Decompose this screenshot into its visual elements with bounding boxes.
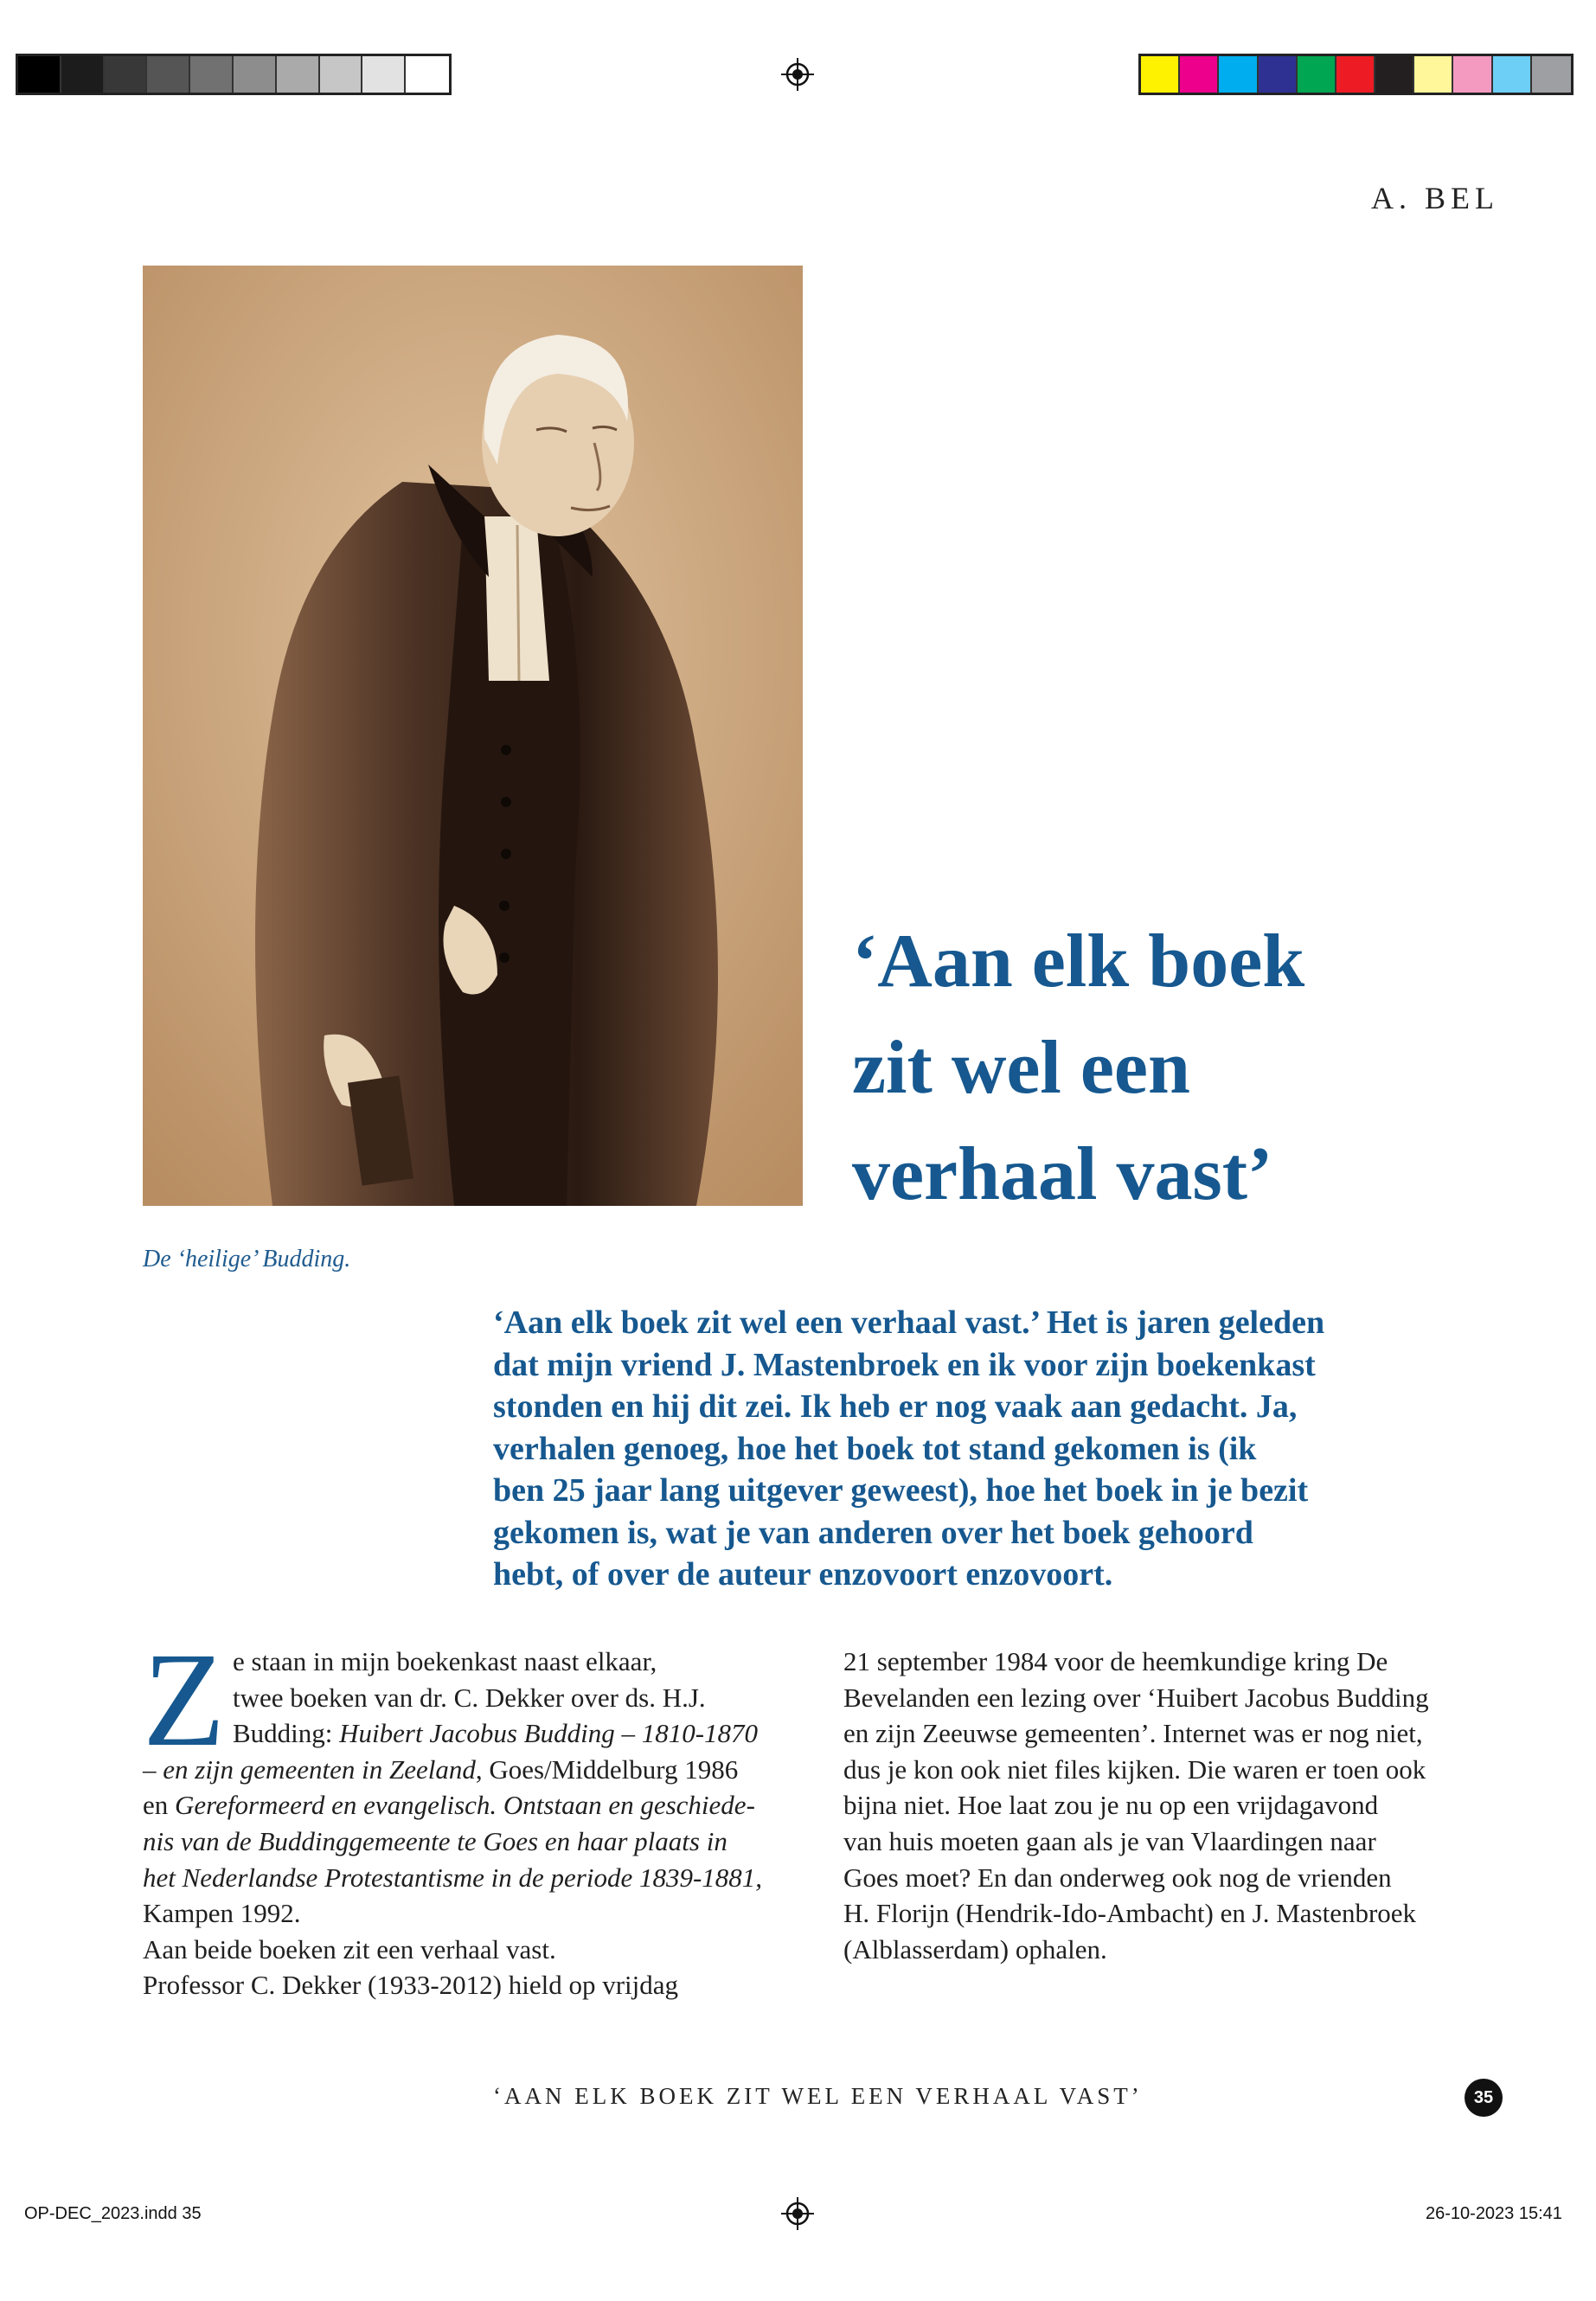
gray-swatch (190, 56, 234, 93)
body-line (143, 1752, 800, 1788)
gray-swatch (277, 56, 320, 93)
body-line: van huis moeten gaan als je van Vlaardingen naar (843, 1825, 1376, 1856)
portrait-photo (143, 266, 803, 1206)
color-swatch (1298, 56, 1336, 93)
lead-line: dat mijn vriend J. Mastenbroek en ik voor zijn boekenkast (493, 1346, 1316, 1383)
body-line: e staan in mijn boekenkast naast elkaar, (233, 1646, 657, 1676)
color-calibration-bar (1138, 54, 1574, 95)
lead-line: ‘Aan elk boek zit wel een verhaal vast.’ Het is jaren geleden (493, 1304, 1325, 1341)
color-swatch (1180, 56, 1219, 93)
gray-swatch (105, 56, 148, 93)
lead-line: gekomen is, wat je van anderen over het boek gehoord (493, 1514, 1253, 1551)
registration-mark-top (781, 58, 814, 91)
grayscale-calibration-bar (16, 54, 452, 95)
gray-swatch (18, 56, 61, 93)
article-title (852, 908, 1544, 1227)
body-line: Kampen 1992. (143, 1898, 301, 1929)
body-text: Budding: (233, 1718, 340, 1749)
body-line: dus je kon ook niet files kijken. Die waren er toen ook (843, 1753, 1426, 1785)
body-line: bijna niet. Hoe laat zou je nu op een vrijdagavond (843, 1790, 1379, 1821)
color-swatch (1141, 56, 1180, 93)
gray-swatch (61, 56, 105, 93)
color-swatch (1259, 56, 1298, 93)
body-text: , Goes/Middelburg 1986 (475, 1753, 739, 1785)
gray-swatch (320, 56, 363, 93)
body-line: twee boeken van dr. C. Dekker over ds. H.J. (233, 1682, 706, 1713)
book-title-1: Huibert Jacobus Budding – 1810-1870 (339, 1718, 759, 1749)
body-line: (Alblasserdam) ophalen. (843, 1933, 1107, 1965)
author-name: A. BEL (1371, 181, 1499, 215)
body-line: Aan beide boeken zit een verhaal vast. (143, 1933, 556, 1965)
book-title-1-cont: – en zijn gemeenten in Zeeland (143, 1753, 476, 1785)
photo-caption: De ‘heilige’ Budding. (143, 1246, 351, 1272)
running-footer-title: ‘AAN ELK BOEK ZIT WEL EEN VERHAAL VAST’ (493, 2083, 1143, 2109)
slug-file-info: OP-DEC_2023.indd 35 (24, 2204, 202, 2223)
lead-line: ben 25 jaar lang uitgever geweest), hoe het boek in je bezit (493, 1472, 1309, 1509)
body-column-left (143, 1625, 800, 2003)
book-title-2: Gereformeerd en evangelisch. Ontstaan en geschiede- (175, 1790, 755, 1821)
color-swatch (1336, 56, 1375, 93)
title-line: verhaal vast’ (852, 1132, 1273, 1216)
book-title-2-cont: nis van de Buddinggemeente te Goes en haar plaats in (143, 1825, 727, 1856)
body-line: H. Florijn (Hendrik-Ido-Ambacht) en J. Mastenbroek (843, 1898, 1417, 1929)
body-column-right (843, 1644, 1518, 1967)
color-swatch (1375, 56, 1414, 93)
portrait-illustration (143, 266, 803, 1206)
color-swatch (1493, 56, 1532, 93)
article-lead (493, 1302, 1531, 1596)
body-line: 21 september 1984 voor de heemkundige kring De (843, 1646, 1388, 1676)
title-line: ‘Aan elk boek (852, 920, 1305, 1003)
body-line: Goes moet? En dan onderweg ook nog de vrienden (843, 1862, 1392, 1893)
title-line: zit wel een (852, 1026, 1190, 1110)
gray-swatch (234, 56, 277, 93)
registration-mark-bottom (781, 2197, 814, 2230)
drop-cap: Z (143, 1625, 226, 1774)
book-title-2-cont: het Nederlandse Protestantisme in de periode 1839-1881, (143, 1862, 763, 1893)
color-swatch (1414, 56, 1453, 93)
body-text: en (143, 1790, 176, 1821)
body-line: Professor C. Dekker (1933-2012) hield op vrijdag (143, 1970, 679, 2001)
body-line (143, 1823, 800, 1860)
color-swatch (1453, 56, 1492, 93)
gray-swatch (362, 56, 406, 93)
body-line: Bevelanden een lezing over ‘Huibert Jacobus Budding (843, 1682, 1429, 1713)
lead-line: verhalen genoeg, hoe het boek tot stand gekomen is (ik (493, 1430, 1257, 1467)
body-line: en zijn Zeeuwse gemeenten’. Internet was er nog niet, (843, 1718, 1423, 1749)
gray-swatch (406, 56, 449, 93)
page-number-badge: 35 (1465, 2079, 1503, 2117)
gray-swatch (147, 56, 190, 93)
body-line (143, 1860, 800, 1896)
color-swatch (1219, 56, 1258, 93)
body-line (143, 1787, 800, 1823)
lead-line: hebt, of over de auteur enzovoort enzovoort. (493, 1556, 1113, 1593)
slug-date-info: 26-10-2023 15:41 (1426, 2204, 1562, 2223)
color-swatch (1532, 56, 1571, 93)
lead-line: stonden en hij dit zei. Ik heb er nog vaak aan gedacht. Ja, (493, 1388, 1298, 1425)
body-line (143, 1715, 800, 1752)
